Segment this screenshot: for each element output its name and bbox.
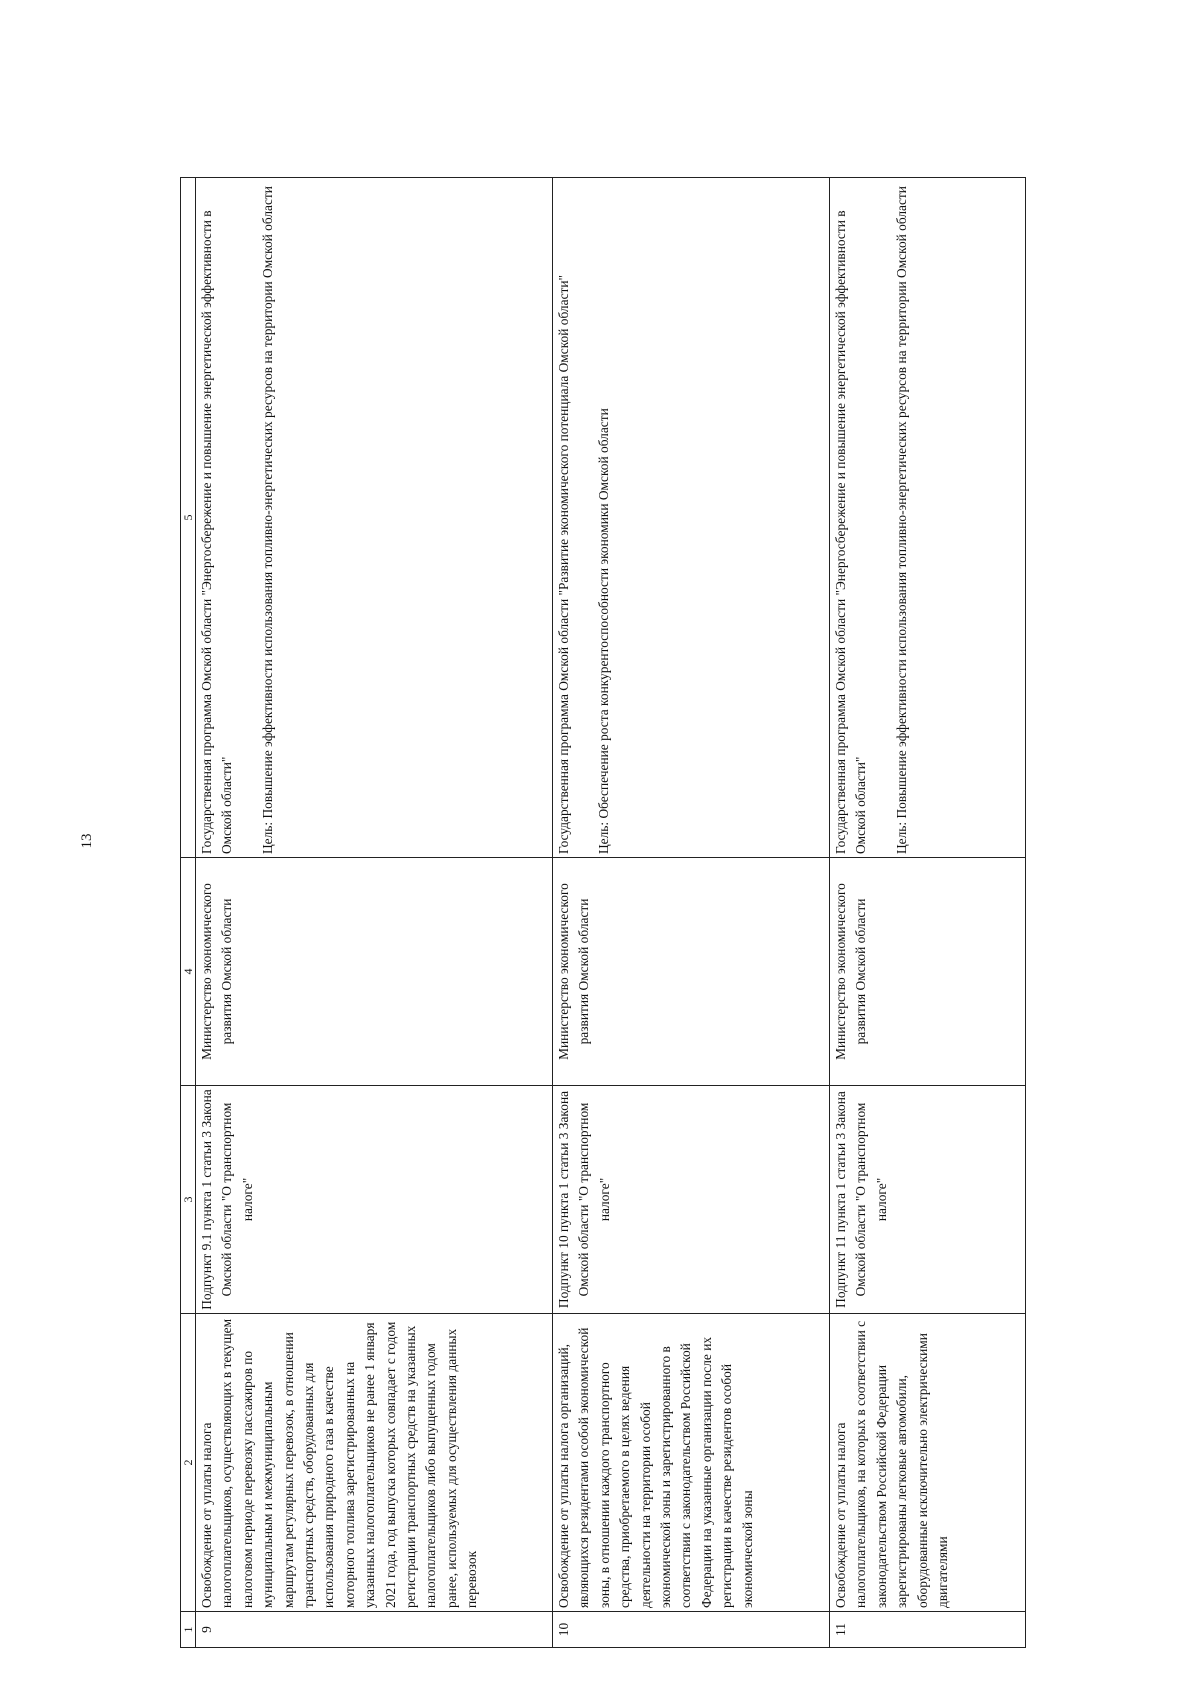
row-number: 11	[830, 1612, 1026, 1648]
header-col-5: 5	[181, 178, 196, 858]
legal-basis: Подпункт 10 пункта 1 статьи 3 Закона Омской области "О транспортном налоге"	[553, 1086, 830, 1314]
benefit-description: Освобождение от уплаты налога организаций, являющихся резидентами особой экономической зоны, в отношении каждого транспортного средства, приобретаемого в целях ведения деятельности на территории особой экономической зоны и зарегистрированного в соответствии с законодательством Российской Федерации на указанные организации после их регистрации в качестве резидентов особой экономической зоны	[553, 1314, 830, 1612]
table-row	[196, 178, 553, 1648]
program-goal: Цель: Обеспечение роста конкурентоспособности экономики Омской области	[596, 408, 612, 854]
benefit-description: Освобождение от уплаты налога налогоплательщиков, осуществляющих в текущем налоговом периоде перевозку пассажиров по муниципальным и межмуниципальным маршрутам регулярных перевозок, в отношении транспортных средств, оборудованных для использования природного газа в качестве моторного топлива зарегистрированных на указанных налогоплательщиков не ранее 1 января 2021 года, год выпуска которых совпадает с годом регистрации транспортных средств на указанных налогоплательщиков либо выпущенных годом ранее, используемых для осуществления данных перевозок	[196, 1314, 553, 1612]
table-row	[830, 178, 1026, 1648]
curator: Министерство экономического развития Омской области	[553, 858, 830, 1086]
row-number: 9	[196, 1612, 553, 1648]
curator: Министерство экономического развития Омской области	[830, 858, 1026, 1086]
program-cell	[830, 178, 1026, 858]
table-row	[553, 178, 830, 1648]
header-row	[181, 178, 196, 1648]
legal-basis: Подпункт 9.1 пункта 1 статьи 3 Закона Омской области "О транспортном налоге"	[196, 1086, 553, 1314]
program-goal: Цель: Повышение эффективности использования топливно-энергетических ресурсов на территории Омской области	[259, 186, 275, 854]
tax-benefits-table	[180, 177, 1026, 1648]
program-cell	[553, 178, 830, 858]
legal-basis: Подпункт 11 пункта 1 статьи 3 Закона Омской области "О транспортном налоге"	[830, 1086, 1026, 1314]
benefit-description: Освобождение от уплаты налога налогоплательщиков, на которых в соответствии с законодательством Российской Федерации зарегистрированы легковые автомобили, оборудованные исключительно электрическими двигателями	[830, 1314, 1026, 1612]
program-cell	[196, 178, 553, 858]
curator: Министерство экономического развития Омской области	[196, 858, 553, 1086]
header-col-4: 4	[181, 858, 196, 1086]
program-name: Государственная программа Омской области "Развитие экономического потенциала Омской области"	[556, 275, 571, 854]
program-name: Государственная программа Омской области "Энергосбережение и повышение энергетической эффективности в Омской области"	[833, 210, 869, 854]
program-goal: Цель: Повышение эффективности использования топливно-энергетических ресурсов на территории Омской области	[893, 186, 909, 854]
header-col-1: 1	[181, 1612, 196, 1648]
row-number: 10	[553, 1612, 830, 1648]
header-col-3: 3	[181, 1086, 196, 1314]
header-col-2: 2	[181, 1314, 196, 1612]
page-number: 13	[79, 833, 95, 849]
program-name: Государственная программа Омской области "Энергосбережение и повышение энергетической эффективности в Омской области"	[199, 210, 235, 854]
rotated-table-container	[180, 178, 1035, 1648]
